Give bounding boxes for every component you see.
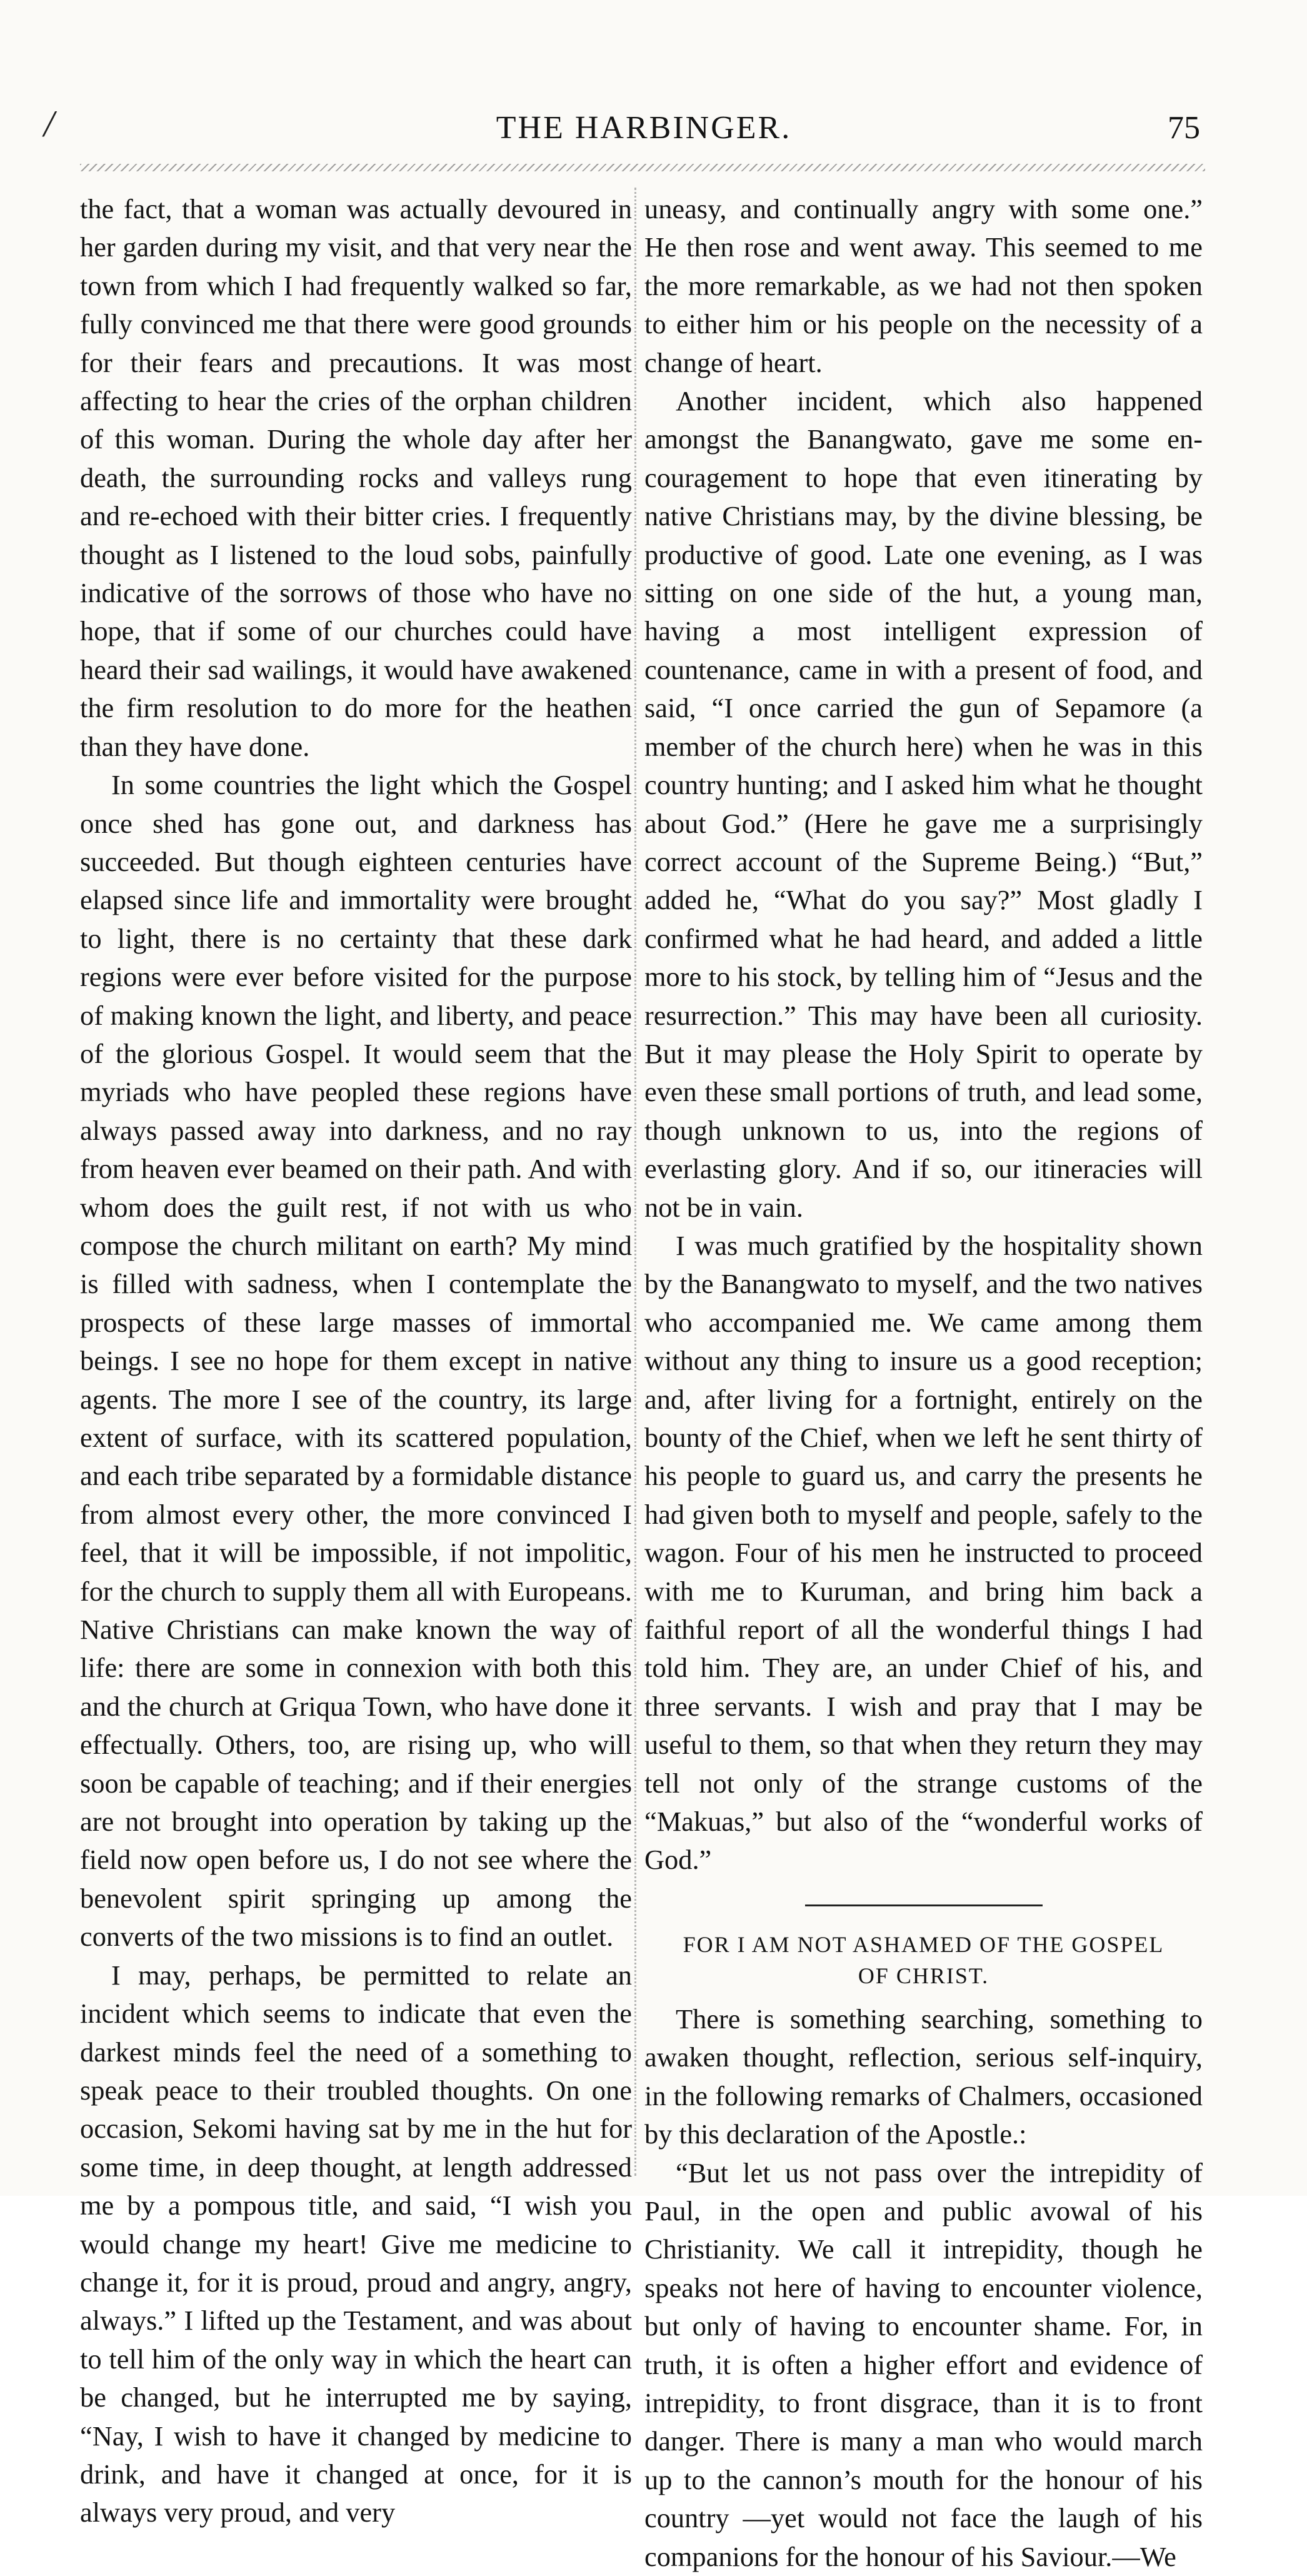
section-heading-line-1: FOR I AM NOT ASHAMED OF THE GOSPEL	[683, 1931, 1164, 1957]
left-paragraph-2: In some countries the light which the Gospel once shed has gone out, and darkness has succeeded. But though eighteen centuries have elapsed since life and immortality were brought to light, there is no certainty that these dark regions were ever before visited for the purpose of making known the light, and liberty, and peace of the glorious Gospel. It would seem that the myriads who have peopled these regions have always passed away into darkness, and no ray from heaven ever beamed on their path. And with whom does the guilt rest, if not with us who compose the church militant on earth? My mind is filled with sadness, when I contemplate the prospects of these large masses of immortal beings. I see no hope for them except in native agents. The more I see of the country, its large extent of surface, with its scattered population, and each tribe separated by a formidable distance from almost every other, the more convinced I feel, that it will be impossible, if not impolitic, for the church to supply them all with Europeans. Native Christians can make known the way of life: there are some in connexion with both this and the church at Griqua Town, who have done it effectually. Others, too, are rising up, who will soon be capable of teaching; and if their energies are not brought into operation by taking up the field now open before us, I do not see where the benevolent spirit springing up among the converts of the two missions is to find an outlet.	[80, 769, 632, 1953]
left-column	[80, 190, 632, 2528]
margin-mark: /	[44, 103, 54, 144]
section-paragraph-1: There is something searching, something to awaken thought, reflection, serious self-inquiry, in the following remarks of Chalmers, occasioned by this declaration of the Apostle.:	[644, 2003, 1203, 2150]
section-heading-line-2: OF CHRIST.	[858, 1963, 989, 1988]
header-rule	[80, 164, 1205, 171]
left-paragraph-1: the fact, that a woman was actually devoured in her garden during my visit, and that very near the town from which I had frequently walked so far, fully convinced me that there were good grounds for their fears and precautions. It was most affecting to hear the cries of the orphan children of this woman. During the whole day after her death, the surrounding rocks and valleys rung and re-echoed with their bitter cries. I frequently thought as I listened to the loud sobs, painfully indicative of the sorrows of those who have no hope, that if some of our churches could have heard their sad wailings, it would have awakened the firm resolution to do more for the heathen than they have done.	[80, 193, 632, 762]
page-number: 75	[1168, 110, 1200, 146]
right-column	[644, 190, 1203, 2572]
section-rule	[805, 1904, 1043, 1906]
column-divider	[634, 188, 643, 2176]
right-paragraph-1: uneasy, and continually angry with some one.” He then rose and went away. This seemed to me the more remarkable, as we had not then spoken to either him or his people on the necessity of a change of heart.	[644, 193, 1203, 378]
page-header	[75, 106, 1213, 150]
section-paragraph-2: “But let us not pass over the intrepidity of Paul, in the open and public avowal of his Christianity. We call it intrepidity, though he speaks not here of having to encounter violence, but only of having to encounter shame. For, in truth, it is often a higher effort and evidence of intrepidity, to front disgrace, than it is to front danger. There is many a man who would march up to the cannon’s mouth for the honour of his country —yet would not face the laugh of his companions for the honour of his Saviour.—We	[644, 2156, 1203, 2572]
running-title: THE HARBINGER.	[496, 110, 792, 146]
right-paragraph-2: Another incident, which also happened amongst the Banangwato, gave me some encouragement to hope that even itinerating by native Christians may, by the divine blessing, be productive of good. Late one evening, as I was sitting on one side of the hut, a young man, having a most intelligent expression of countenance, came in with a present of food, and said, “I once carried the gun of Sepamore (a member of the church here) when he was in this country hunting; and I asked him what he thought about God.” (Here he gave me a surprisingly correct account of the Supreme Being.) “But,” added he, “What do you say?” Most gladly I confirmed what he had heard, and added a little more to his stock, by telling him of “Jesus and the resurrection.” This may have been all curiosity. But it may please the Holy Spirit to operate by even these small portions of truth, and lead some, though unknown to us, into the regions of everlasting glory. And if so, our itineracies will not be in vain.	[644, 385, 1203, 1223]
left-paragraph-3: I may, perhaps, be permitted to relate an incident which seems to indicate that even the darkest minds feel the need of a something to speak peace to their troubled thoughts. On one occasion, Sekomi having sat by me in the hut for some time, in deep thought, at length addressed me by a pompous title, and said, “I wish you would change my heart! Give me medicine to change it, for it is proud, proud and angry, angry, always.” I lifted up the Testament, and was about to tell him of the only way in which the heart can be changed, but he interrupted me by saying, “Nay, I wish to have it changed by medicine to drink, and have it changed at once, for it is always very proud, and very	[80, 1959, 632, 2528]
right-paragraph-3: I was much gratified by the hospitality shown by the Banangwato to myself, and the two natives who accompanied me. We came among them without any thing to insure us a good reception; and, after living for a fortnight, entirely on the bounty of the Chief, when we left he sent thirty of his people to guard us, and carry the presents he had given both to myself and people, safely to the wagon. Four of his men he instructed to proceed with me to Kuruman, and bring him back a faithful report of all the wonderful things I had told him. They are, an under Chief of his, and three servants. I wish and pray that I may be useful to them, so that when they return they may tell not only of the strange customs of the “Makuas,” but also of the “wonderful works of God.”	[644, 1229, 1203, 1876]
section-heading	[644, 1929, 1203, 1991]
